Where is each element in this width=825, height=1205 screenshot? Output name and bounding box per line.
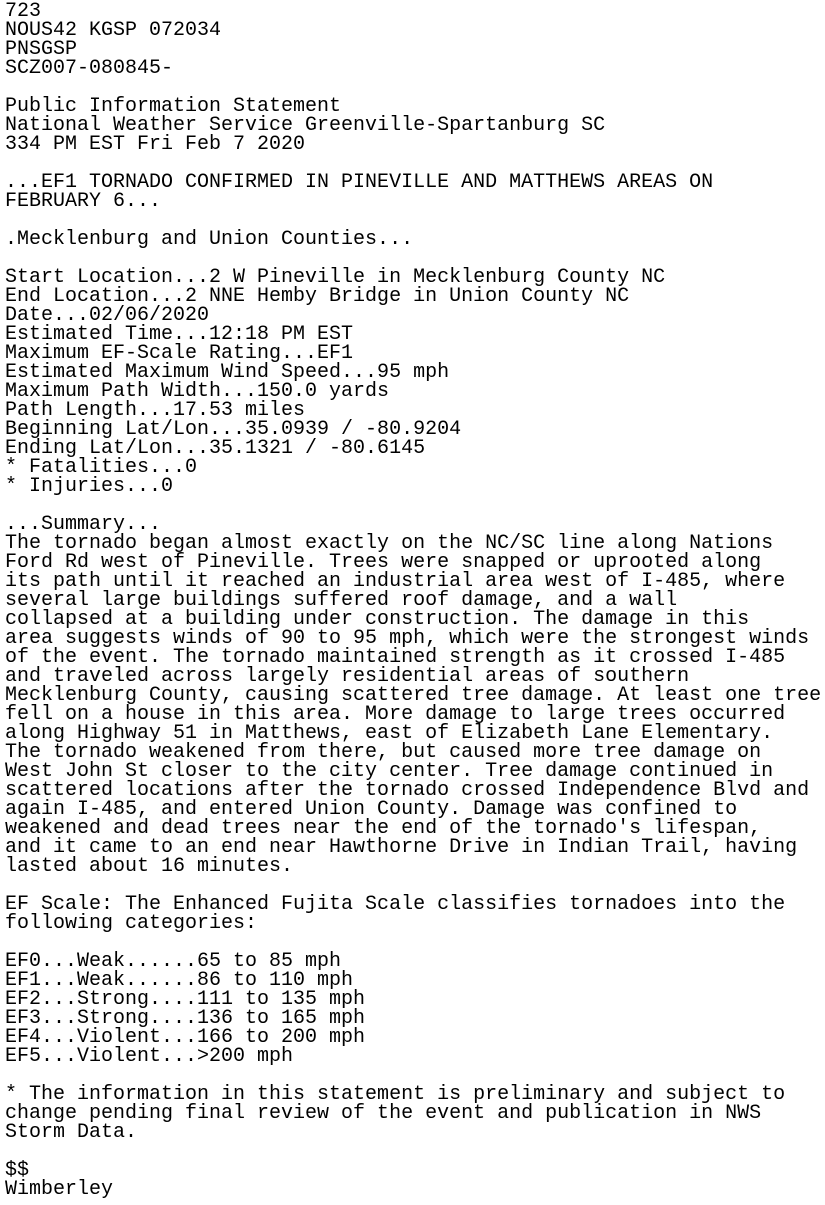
event-date: Date...02/06/2020 [5, 304, 210, 327]
summary-line: lasted about 16 minutes. [5, 855, 294, 878]
wmo-header-line: NOUS42 KGSP 072034 [5, 19, 222, 42]
fatalities: * Fatalities...0 [5, 456, 198, 479]
beginning-lat-lon: Beginning Lat/Lon...35.0939 / -80.9204 [5, 418, 462, 441]
ef2-category: EF2...Strong....111 to 135 mph [5, 988, 366, 1011]
summary-line: scattered locations after the tornado crossed Independence Blvd and [5, 779, 810, 802]
ef1-category: EF1...Weak......86 to 110 mph [5, 969, 354, 992]
ef5-category: EF5...Violent...>200 mph [5, 1045, 294, 1068]
summary-line: of the event. The tornado maintained strength as it crossed I-485 [5, 646, 786, 669]
headline-line: FEBRUARY 6... [5, 190, 162, 213]
awips-id-line: PNSGSP [5, 38, 78, 61]
max-wind-speed: Estimated Maximum Wind Speed...95 mph [5, 361, 450, 384]
injuries: * Injuries...0 [5, 475, 174, 498]
max-path-width: Maximum Path Width...150.0 yards [5, 380, 390, 403]
summary-line: Mecklenburg County, causing scattered tree damage. At least one tree [5, 684, 822, 707]
end-of-product-marker: $$ [5, 1159, 30, 1182]
summary-line: again I-485, and entered Union County. Damage was confined to [5, 798, 738, 821]
summary-heading: ...Summary... [5, 513, 162, 536]
ef-scale-intro: EF Scale: The Enhanced Fujita Scale classifies tornadoes into the [5, 893, 786, 916]
disclaimer-line: change pending final review of the event and publication in NWS [5, 1102, 762, 1125]
end-location: End Location...2 NNE Hemby Bridge in Union County NC [5, 285, 630, 308]
ugc-zone-line: SCZ007-080845- [5, 57, 174, 80]
ef4-category: EF4...Violent...166 to 200 mph [5, 1026, 366, 1049]
summary-line: Ford Rd west of Pineville. Trees were snapped or uprooted along [5, 551, 762, 574]
path-length: Path Length...17.53 miles [5, 399, 306, 422]
summary-line: area suggests winds of 90 to 95 mph, which were the strongest winds [5, 627, 810, 650]
summary-line: several large buildings suffered roof damage, and a wall [5, 589, 678, 612]
max-ef-rating: Maximum EF-Scale Rating...EF1 [5, 342, 354, 365]
headline-line: ...EF1 TORNADO CONFIRMED IN PINEVILLE AND MATTHEWS AREAS ON [5, 171, 714, 194]
ef3-category: EF3...Strong....136 to 165 mph [5, 1007, 366, 1030]
summary-line: collapsed at a building under construction. The damage in this [5, 608, 750, 631]
summary-line: its path until it reached an industrial area west of I-485, where [5, 570, 786, 593]
summary-line: The tornado weakened from there, but caused more tree damage on [5, 741, 762, 764]
forecaster-signature: Wimberley [5, 1178, 114, 1201]
summary-line: and traveled across largely residential areas of southern [5, 665, 690, 688]
issuing-office: National Weather Service Greenville-Spartanburg SC [5, 114, 606, 137]
county-heading: .Mecklenburg and Union Counties... [5, 228, 414, 251]
issue-time: 334 PM EST Fri Feb 7 2020 [5, 133, 306, 156]
product-id-line: 723 [5, 0, 42, 23]
public-information-statement [5, 2, 821, 1199]
disclaimer-line: Storm Data. [5, 1121, 138, 1144]
blank-line [5, 1142, 821, 1161]
summary-line: The tornado began almost exactly on the NC/SC line along Nations [5, 532, 774, 555]
start-location: Start Location...2 W Pineville in Mecklenburg County NC [5, 266, 666, 289]
ef-scale-intro: following categories: [5, 912, 258, 935]
ef0-category: EF0...Weak......65 to 85 mph [5, 950, 342, 973]
ending-lat-lon: Ending Lat/Lon...35.1321 / -80.6145 [5, 437, 426, 460]
estimated-time: Estimated Time...12:18 PM EST [5, 323, 354, 346]
disclaimer-line: * The information in this statement is preliminary and subject to [5, 1083, 786, 1106]
summary-line: West John St closer to the city center. Tree damage continued in [5, 760, 774, 783]
summary-line: along Highway 51 in Matthews, east of Elizabeth Lane Elementary. [5, 722, 774, 745]
summary-line: fell on a house in this area. More damage to large trees occurred [5, 703, 786, 726]
summary-line: weakened and dead trees near the end of the tornado's lifespan, [5, 817, 762, 840]
statement-title: Public Information Statement [5, 95, 342, 118]
summary-line: and it came to an end near Hawthorne Drive in Indian Trail, having [5, 836, 798, 859]
